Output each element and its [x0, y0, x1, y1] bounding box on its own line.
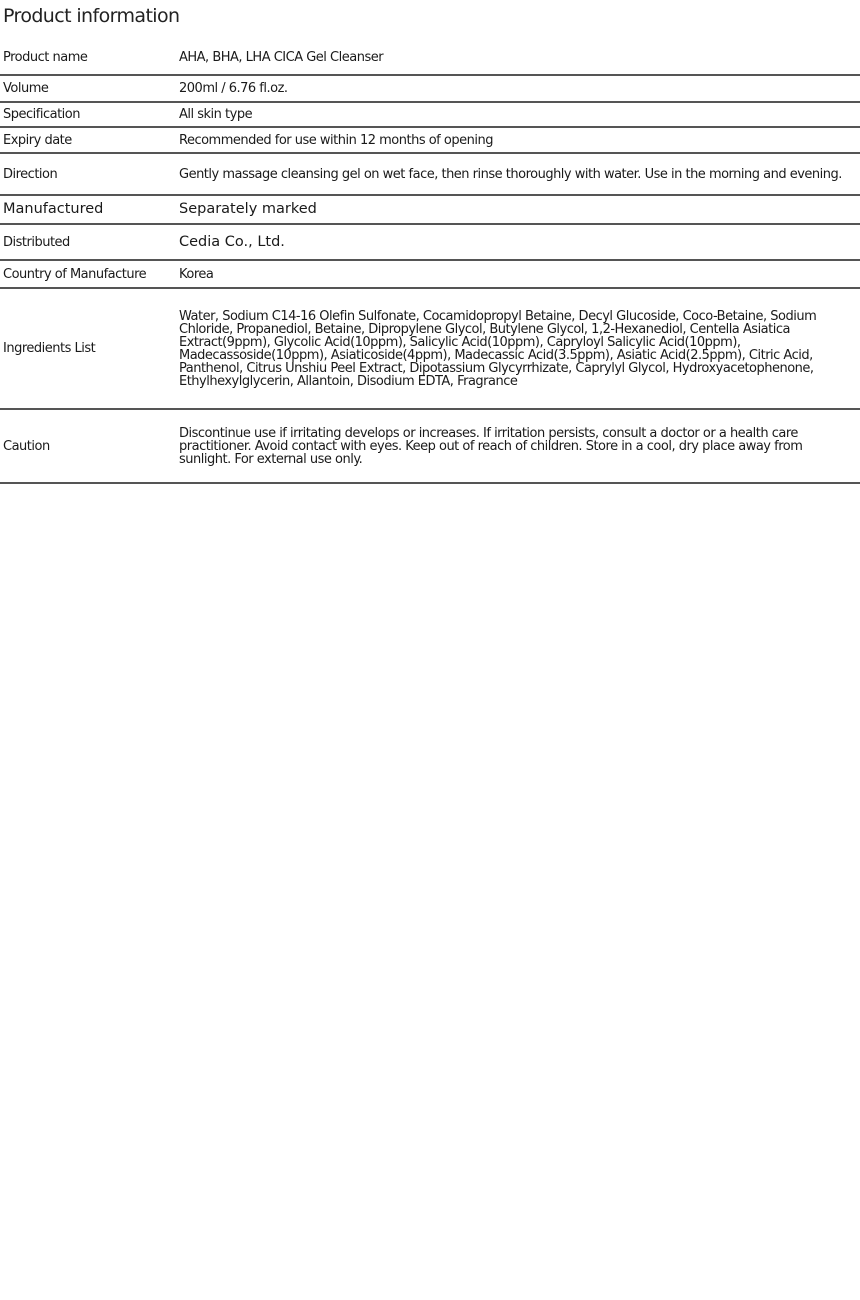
table-row [0, 260, 860, 288]
row-value: Separately marked [177, 195, 860, 224]
row-label: Country of Manufacture [0, 260, 177, 288]
row-label: Volume [0, 75, 177, 102]
table-row [0, 195, 860, 224]
table-row [0, 102, 860, 127]
row-label: Specification [0, 102, 177, 127]
table-row [0, 75, 860, 102]
table-row [0, 153, 860, 195]
table-row [0, 127, 860, 153]
row-value: Discontinue use if irritating develops or increases. If irritation persists, consult a doctor or a health care practitioner. Avoid contact with eyes. Keep out of reach of children. Store in a cool, dry place away from sunlight. For external use only. [177, 409, 860, 483]
table-row [0, 224, 860, 260]
row-label: Distributed [0, 224, 177, 260]
row-value: AHA, BHA, LHA CICA Gel Cleanser [177, 40, 860, 75]
row-label: Caution [0, 409, 177, 483]
row-label: Manufactured [0, 195, 177, 224]
row-value: 200ml / 6.76 fl.oz. [177, 75, 860, 102]
table-row [0, 288, 860, 409]
row-label: Ingredients List [0, 288, 177, 409]
product-info-table [0, 40, 860, 484]
row-value: Korea [177, 260, 860, 288]
table-row [0, 409, 860, 483]
row-value: Water, Sodium C14-16 Olefin Sulfonate, Cocamidopropyl Betaine, Decyl Glucoside, Coco-Betaine, Sodium Chloride, Propanediol, Betaine, Dipropylene Glycol, Butylene Glycol, 1,2-Hexanediol, Centella Asiatica Extract(9ppm), Glycolic Acid(10ppm), Salicylic Acid(10ppm), Capryloyl Salicylic Acid(10ppm), Madecassoside(10ppm), Asiaticoside(4ppm), Madecassic Acid(3.5ppm), Asiatic Acid(2.5ppm), Citric Acid, Panthenol, Citrus Unshiu Peel Extract, Dipotassium Glycyrrhizate, Caprylyl Glycol, Hydroxyacetophenone, Ethylhexylglycerin, Allantoin, Disodium EDTA, Fragrance [177, 288, 860, 409]
row-label: Direction [0, 153, 177, 195]
row-value: Gently massage cleansing gel on wet face, then rinse thoroughly with water. Use in the morning and evening. [177, 153, 860, 195]
row-label: Product name [0, 40, 177, 75]
row-value: All skin type [177, 102, 860, 127]
row-value: Recommended for use within 12 months of opening [177, 127, 860, 153]
row-value: Cedia Co., Ltd. [177, 224, 860, 260]
row-label: Expiry date [0, 127, 177, 153]
table-row [0, 40, 860, 75]
page-title: Product information [3, 5, 180, 27]
